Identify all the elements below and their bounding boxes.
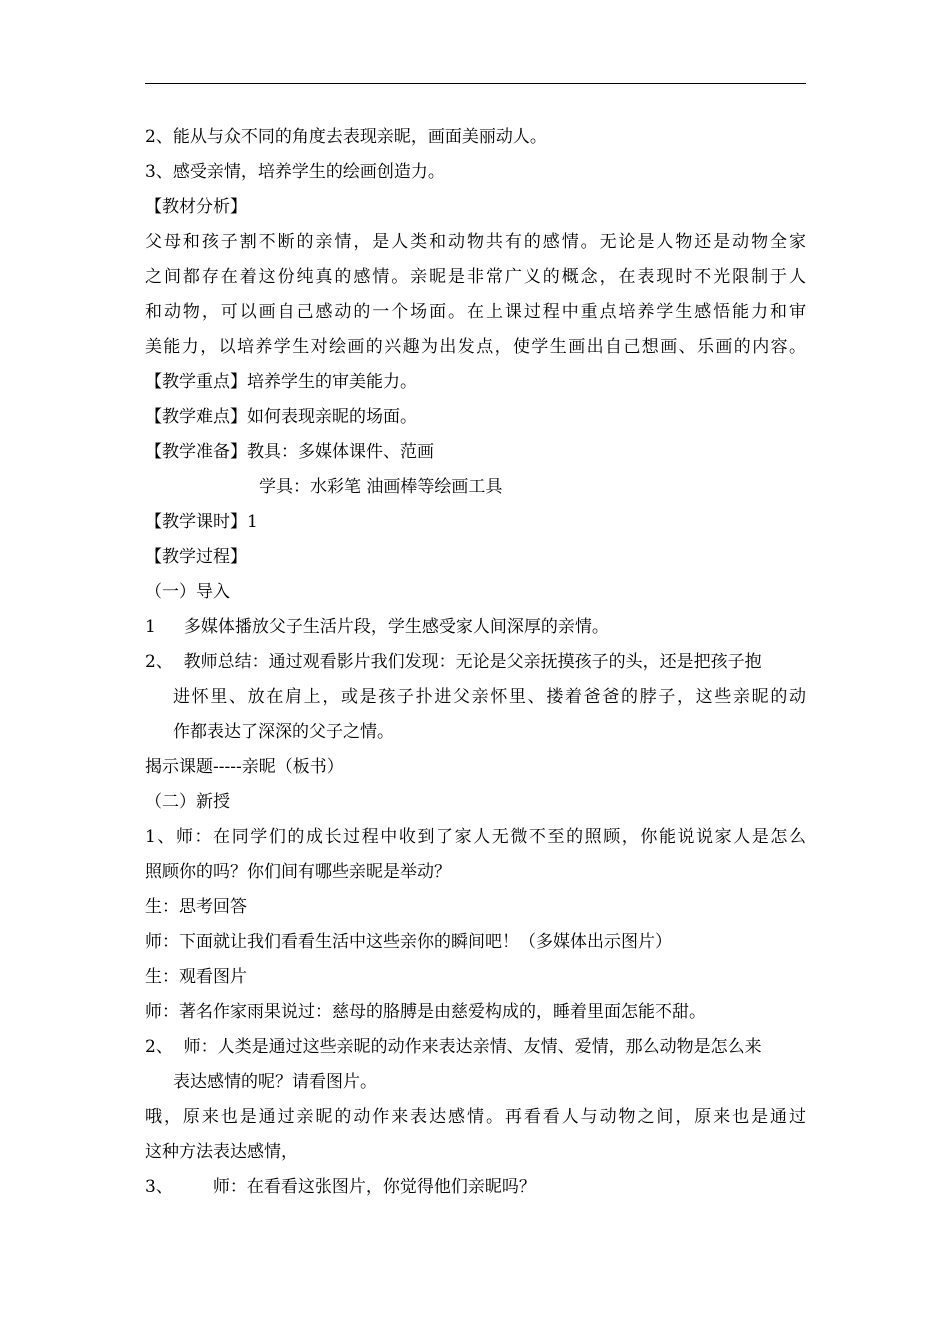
prep-teacher-tools: 【教学准备】教具：多媒体课件、范画 — [145, 442, 434, 462]
intro-item-2-continued-2: 作都表达了深深的父子之情。 — [173, 722, 394, 742]
section-heading-process: 【教学过程】 — [145, 547, 247, 567]
student-response-2: 生：观看图片 — [145, 967, 247, 987]
prep-student-tools: 学具：水彩笔 油画棒等绘画工具 — [259, 477, 503, 497]
analysis-paragraph-line-2: 之间都存在着这份纯真的感情。亲昵是非常广义的概念，在表现时不光限制于人 — [145, 267, 806, 287]
intro-item-1-number: 1 — [145, 617, 156, 637]
animal-paragraph-line-1: 哦，原来也是通过亲昵的动作来表达感情。再看看人与动物之间，原来也是通过 — [145, 1107, 806, 1127]
analysis-paragraph-line-1: 父母和孩子割不断的亲情，是人类和动物共有的感情。无论是人物还是动物全家 — [145, 232, 806, 252]
new-item-1-line-1: 1、师：在同学们的成长过程中收到了家人无微不至的照顾，你能说说家人是怎么 — [145, 827, 806, 847]
header-rule — [145, 83, 806, 84]
new-item-1-line-2: 照顾你的吗？你们间有哪些亲昵是举动？ — [145, 862, 451, 882]
intro-item-2-continued-1: 进怀里、放在肩上，或是孩子扑进父亲怀里、搂着爸爸的脖子，这些亲昵的动 — [173, 687, 806, 707]
new-item-2-continued: 表达感情的呢？请看图片。 — [173, 1072, 377, 1092]
student-response-1: 生：思考回答 — [145, 897, 247, 917]
reveal-topic: 揭示课题-----亲昵（板书） — [145, 757, 344, 777]
teacher-line-2: 师：著名作家雨果说过：慈母的胳膊是由慈爱构成的，睡着里面怎能不甜。 — [145, 1002, 706, 1022]
teacher-line-1: 师：下面就让我们看看生活中这些亲你的瞬间吧！（多媒体出示图片） — [145, 932, 672, 952]
intro-item-1-text: 多媒体播放父子生活片段，学生感受家人间深厚的亲情。 — [183, 617, 609, 637]
difficulty: 【教学难点】如何表现亲昵的场面。 — [145, 407, 417, 427]
intro-item-2 — [145, 645, 813, 680]
new-item-3-text: 师：在看看这张图片，你觉得他们亲昵吗？ — [212, 1177, 536, 1197]
new-item-3-number: 3、 — [145, 1177, 173, 1197]
goal-2: 2、能从与众不同的角度去表现亲昵，画面美丽动人。 — [145, 127, 547, 147]
section-heading-analysis: 【教材分析】 — [145, 197, 247, 217]
subsection-intro: （一）导入 — [145, 582, 230, 602]
analysis-paragraph-line-3: 和动物，可以画自己感动的一个场面。在上课过程中重点培养学生感悟能力和审 — [145, 302, 806, 322]
document-body — [145, 120, 813, 1205]
new-item-2-text: 师：人类是通过这些亲昵的动作来表达亲情、友情、爱情，那么动物是怎么来 — [183, 1037, 762, 1057]
new-item-2-number: 2、 — [145, 1037, 173, 1057]
new-item-3 — [145, 1170, 813, 1205]
intro-item-2-text: 教师总结：通过观看影片我们发现：无论是父亲抚摸孩子的头，还是把孩子抱 — [183, 652, 762, 672]
animal-paragraph-line-2: 这种方法表达感情， — [145, 1142, 298, 1162]
goal-3: 3、感受亲情，培养学生的绘画创造力。 — [145, 162, 445, 182]
intro-item-2-number: 2、 — [145, 652, 173, 672]
analysis-paragraph-line-4: 美能力，以培养学生对绘画的兴趣为出发点，使学生画出自己想画、乐画的内容。 — [145, 337, 806, 357]
key-point: 【教学重点】培养学生的审美能力。 — [145, 372, 417, 392]
lesson-hours: 【教学课时】1 — [145, 512, 258, 532]
subsection-new-lesson: （二）新授 — [145, 792, 230, 812]
intro-item-1 — [145, 610, 813, 645]
new-item-2 — [145, 1030, 813, 1065]
